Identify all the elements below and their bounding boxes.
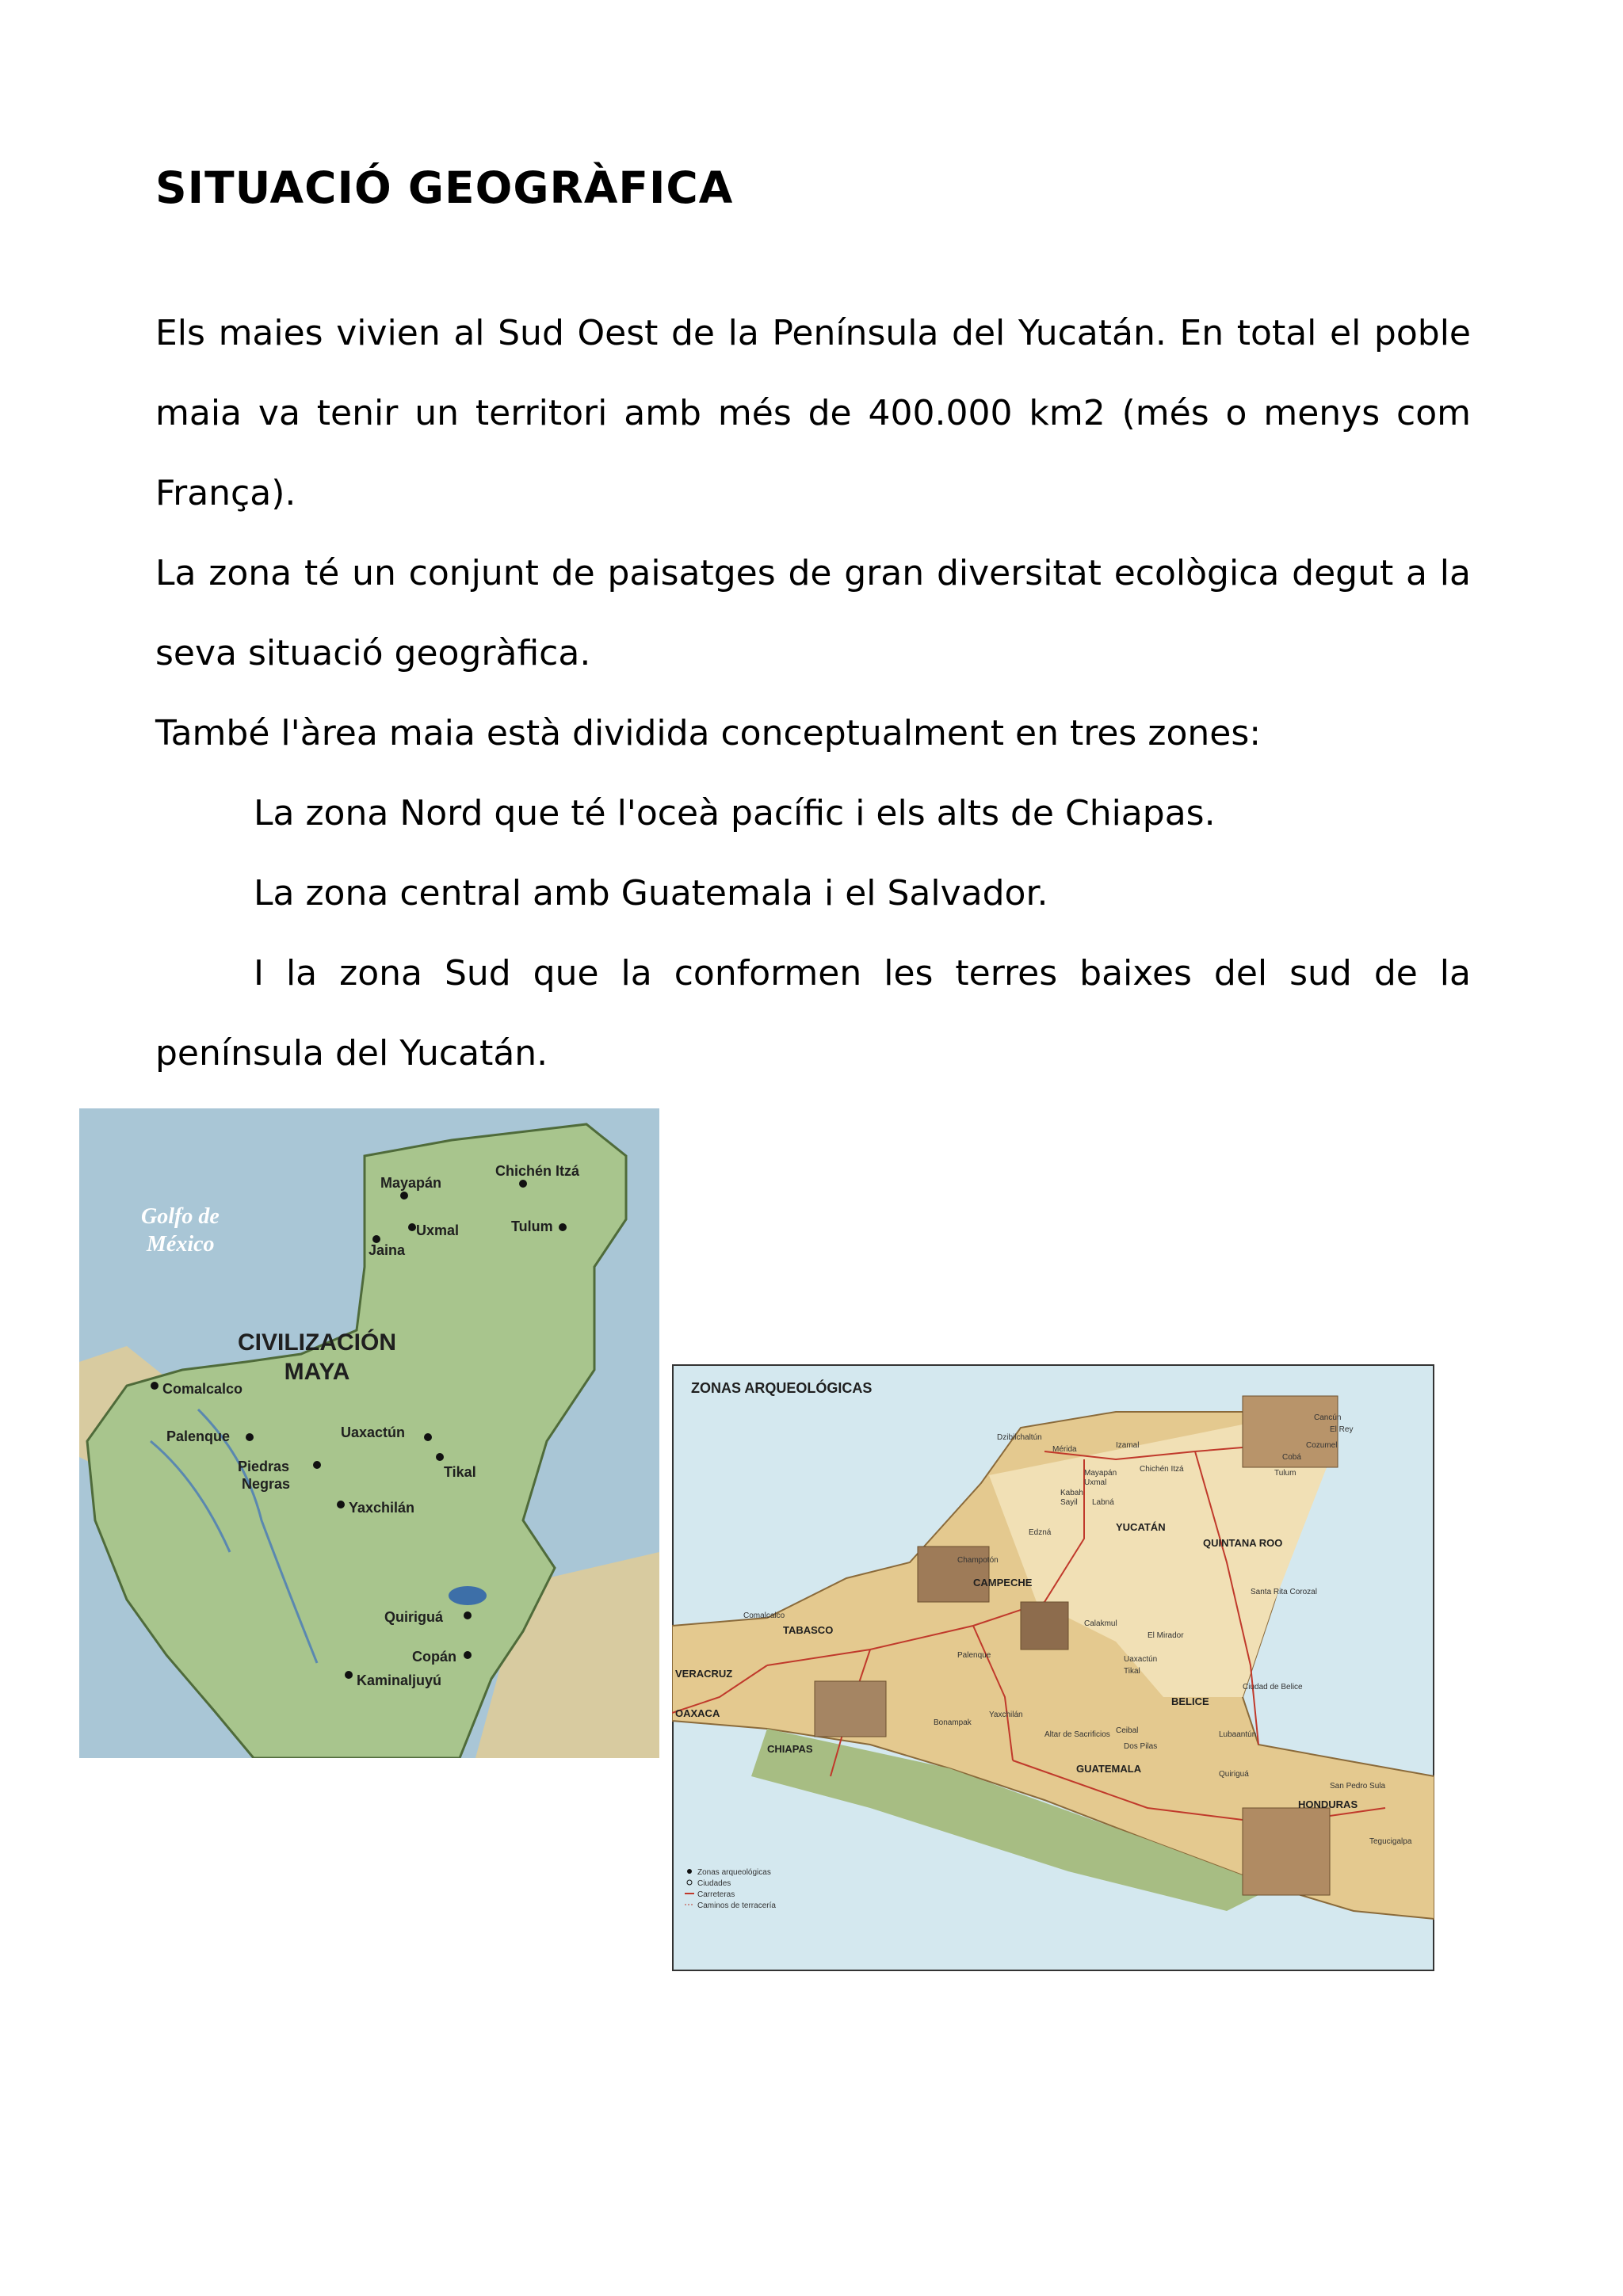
site-edzna: Edzná: [1029, 1528, 1052, 1537]
site-dot-kaminaljuyu: [345, 1671, 353, 1679]
site-label-tulum: Tulum: [511, 1219, 553, 1234]
region-quintana-roo: QUINTANA ROO: [1203, 1537, 1283, 1549]
legend-carreteras: Carreteras: [697, 1890, 735, 1899]
region-chiapas: CHIAPAS: [767, 1743, 813, 1755]
site-label-chichen: Chichén Itzá: [495, 1163, 580, 1179]
site-dot-tulum: [559, 1223, 567, 1231]
site-dot-chichen: [519, 1180, 527, 1188]
site-label-palenque: Palenque: [166, 1428, 231, 1444]
site-dzibilchaltun: Dzibilchaltún: [997, 1433, 1042, 1442]
region-tabasco: TABASCO: [783, 1624, 834, 1636]
site-cozumel: Cozumel: [1306, 1441, 1338, 1450]
site-mayapan: Mayapán: [1084, 1469, 1117, 1478]
site-tulum: Tulum: [1274, 1469, 1296, 1478]
region-belice: BELICE: [1171, 1695, 1209, 1707]
site-cancun: Cancún: [1314, 1413, 1342, 1422]
map2-temple-illustration: [918, 1547, 989, 1602]
site-coba: Cobá: [1282, 1453, 1301, 1462]
site-tegucigalpa: Tegucigalpa: [1369, 1837, 1412, 1846]
region-veracruz: VERACRUZ: [675, 1668, 733, 1680]
site-santa-rita-corozal: Santa Rita Corozal: [1251, 1588, 1317, 1596]
legend-ciudades: Ciudades: [697, 1879, 731, 1888]
site-chichen-itza: Chichén Itzá: [1140, 1465, 1184, 1474]
map1-title-2: MAYA: [284, 1359, 350, 1385]
site-altar-de-sacrificios: Altar de Sacrificios: [1044, 1730, 1110, 1739]
archaeological-zones-map: [672, 1364, 1434, 1971]
site-ciudad-de-belice: Ciudad de Belice: [1243, 1683, 1303, 1691]
site-label-yaxchilan: Yaxchilán: [349, 1500, 415, 1516]
paragraph-landscape: La zona té un conjunt de paisatges de gran diversitat ecològica degut a la seva situació geogràfica.: [155, 553, 1471, 673]
site-palenque: Palenque: [957, 1651, 991, 1660]
zone-south: I la zona Sud que la conformen les terres baixes del sud de la península del Yucatán.: [155, 953, 1471, 1074]
site-labna: Labná: [1092, 1498, 1114, 1507]
site-dot-piedras-negras: [313, 1461, 321, 1469]
site-label-tikal: Tikal: [444, 1464, 476, 1480]
site-dot-tikal: [436, 1453, 444, 1461]
site-bonampak: Bonampak: [934, 1718, 972, 1727]
map2-pyramid-illustration-2: [815, 1681, 886, 1737]
map2-pyramid-illustration-3: [1243, 1808, 1330, 1895]
site-dot-palenque: [246, 1433, 254, 1441]
site-label-jaina: Jaina: [369, 1242, 406, 1258]
site-dos-pilas: Dos Pilas: [1124, 1742, 1158, 1751]
site-dot-yaxchilan: [337, 1501, 345, 1508]
legend-site-dot: [687, 1869, 692, 1874]
region-oaxaca: OAXACA: [675, 1707, 720, 1719]
site-izamal: Izamal: [1116, 1441, 1140, 1450]
site-calakmul: Calakmul: [1084, 1619, 1117, 1628]
region-honduras: HONDURAS: [1298, 1798, 1358, 1810]
site-label-mayapan: Mayapán: [380, 1175, 442, 1191]
site-el-rey: El Rey: [1330, 1425, 1354, 1434]
map1-lake-izabal: [449, 1586, 487, 1605]
site-label-uaxactun: Uaxactún: [341, 1425, 406, 1440]
site-sayil: Sayil: [1060, 1498, 1078, 1507]
paragraph-territory: Els maies vivien al Sud Oest de la Península del Yucatán. En total el poble maia va tenir un territori amb més de 400.000 km2 (més o menys com França).: [155, 313, 1471, 513]
region-guatemala: GUATEMALA: [1076, 1763, 1142, 1775]
maya-civilization-map: [79, 1108, 659, 1758]
site-label-piedras: Piedras: [238, 1459, 290, 1474]
site-dot-copan: [464, 1651, 472, 1659]
site-quirigua: Quiriguá: [1219, 1770, 1249, 1779]
site-label-quirigua: Quiriguá: [384, 1609, 444, 1625]
site-label-copan: Copán: [412, 1649, 456, 1665]
site-dot-uaxactun: [424, 1433, 432, 1441]
site-champoton: Champotón: [957, 1556, 999, 1565]
region-campeche: CAMPECHE: [973, 1577, 1033, 1589]
site-san-pedro-sula: San Pedro Sula: [1330, 1782, 1386, 1791]
site-yaxchilan: Yaxchilán: [989, 1711, 1023, 1719]
site-dot-uxmal: [408, 1223, 416, 1231]
site-kabah: Kabah: [1060, 1489, 1083, 1497]
site-dot-mayapan: [400, 1192, 408, 1199]
site-uaxactun: Uaxactún: [1124, 1655, 1158, 1664]
legend-zonas: Zonas arqueológicas: [697, 1868, 771, 1877]
site-dot-comalcalco: [151, 1382, 158, 1390]
site-label-comalcalco: Comalcalco: [162, 1381, 243, 1397]
page-title: SITUACIÓ GEOGRÀFICA: [155, 162, 734, 213]
site-el-mirador: El Mirador: [1148, 1631, 1184, 1640]
map1-title-1: CIVILIZACIÓN: [238, 1329, 396, 1356]
zone-north: La zona Nord que té l'oceà pacífic i els alts de Chiapas.: [254, 793, 1216, 833]
site-label-kaminaljuyu: Kaminaljuyú: [357, 1672, 442, 1688]
site-label-negras: Negras: [242, 1476, 291, 1492]
region-yucatan: YUCATÁN: [1116, 1521, 1166, 1533]
zone-central: La zona central amb Guatemala i el Salvador.: [254, 873, 1048, 913]
site-uxmal: Uxmal: [1084, 1478, 1107, 1487]
legend-caminos: Caminos de terracería: [697, 1901, 776, 1910]
site-dot-quirigua: [464, 1611, 472, 1619]
site-merida: Mérida: [1052, 1445, 1077, 1454]
map2-tikal-illustration: [1021, 1602, 1068, 1650]
map1-sea-label-1: Golfo de: [141, 1204, 220, 1229]
site-lubaantun: Lubaantún: [1219, 1730, 1257, 1739]
map2-title: ZONAS ARQUEOLÓGICAS: [691, 1380, 873, 1396]
site-label-uxmal: Uxmal: [416, 1222, 460, 1238]
paragraph-zones-intro: També l'àrea maia està dividida conceptualment en tres zones:: [155, 713, 1262, 753]
map1-sea-label-2: México: [147, 1232, 215, 1257]
site-tikal: Tikal: [1124, 1667, 1140, 1676]
site-comalcalco: Comalcalco: [743, 1611, 785, 1620]
site-ceibal: Ceibal: [1116, 1726, 1139, 1735]
